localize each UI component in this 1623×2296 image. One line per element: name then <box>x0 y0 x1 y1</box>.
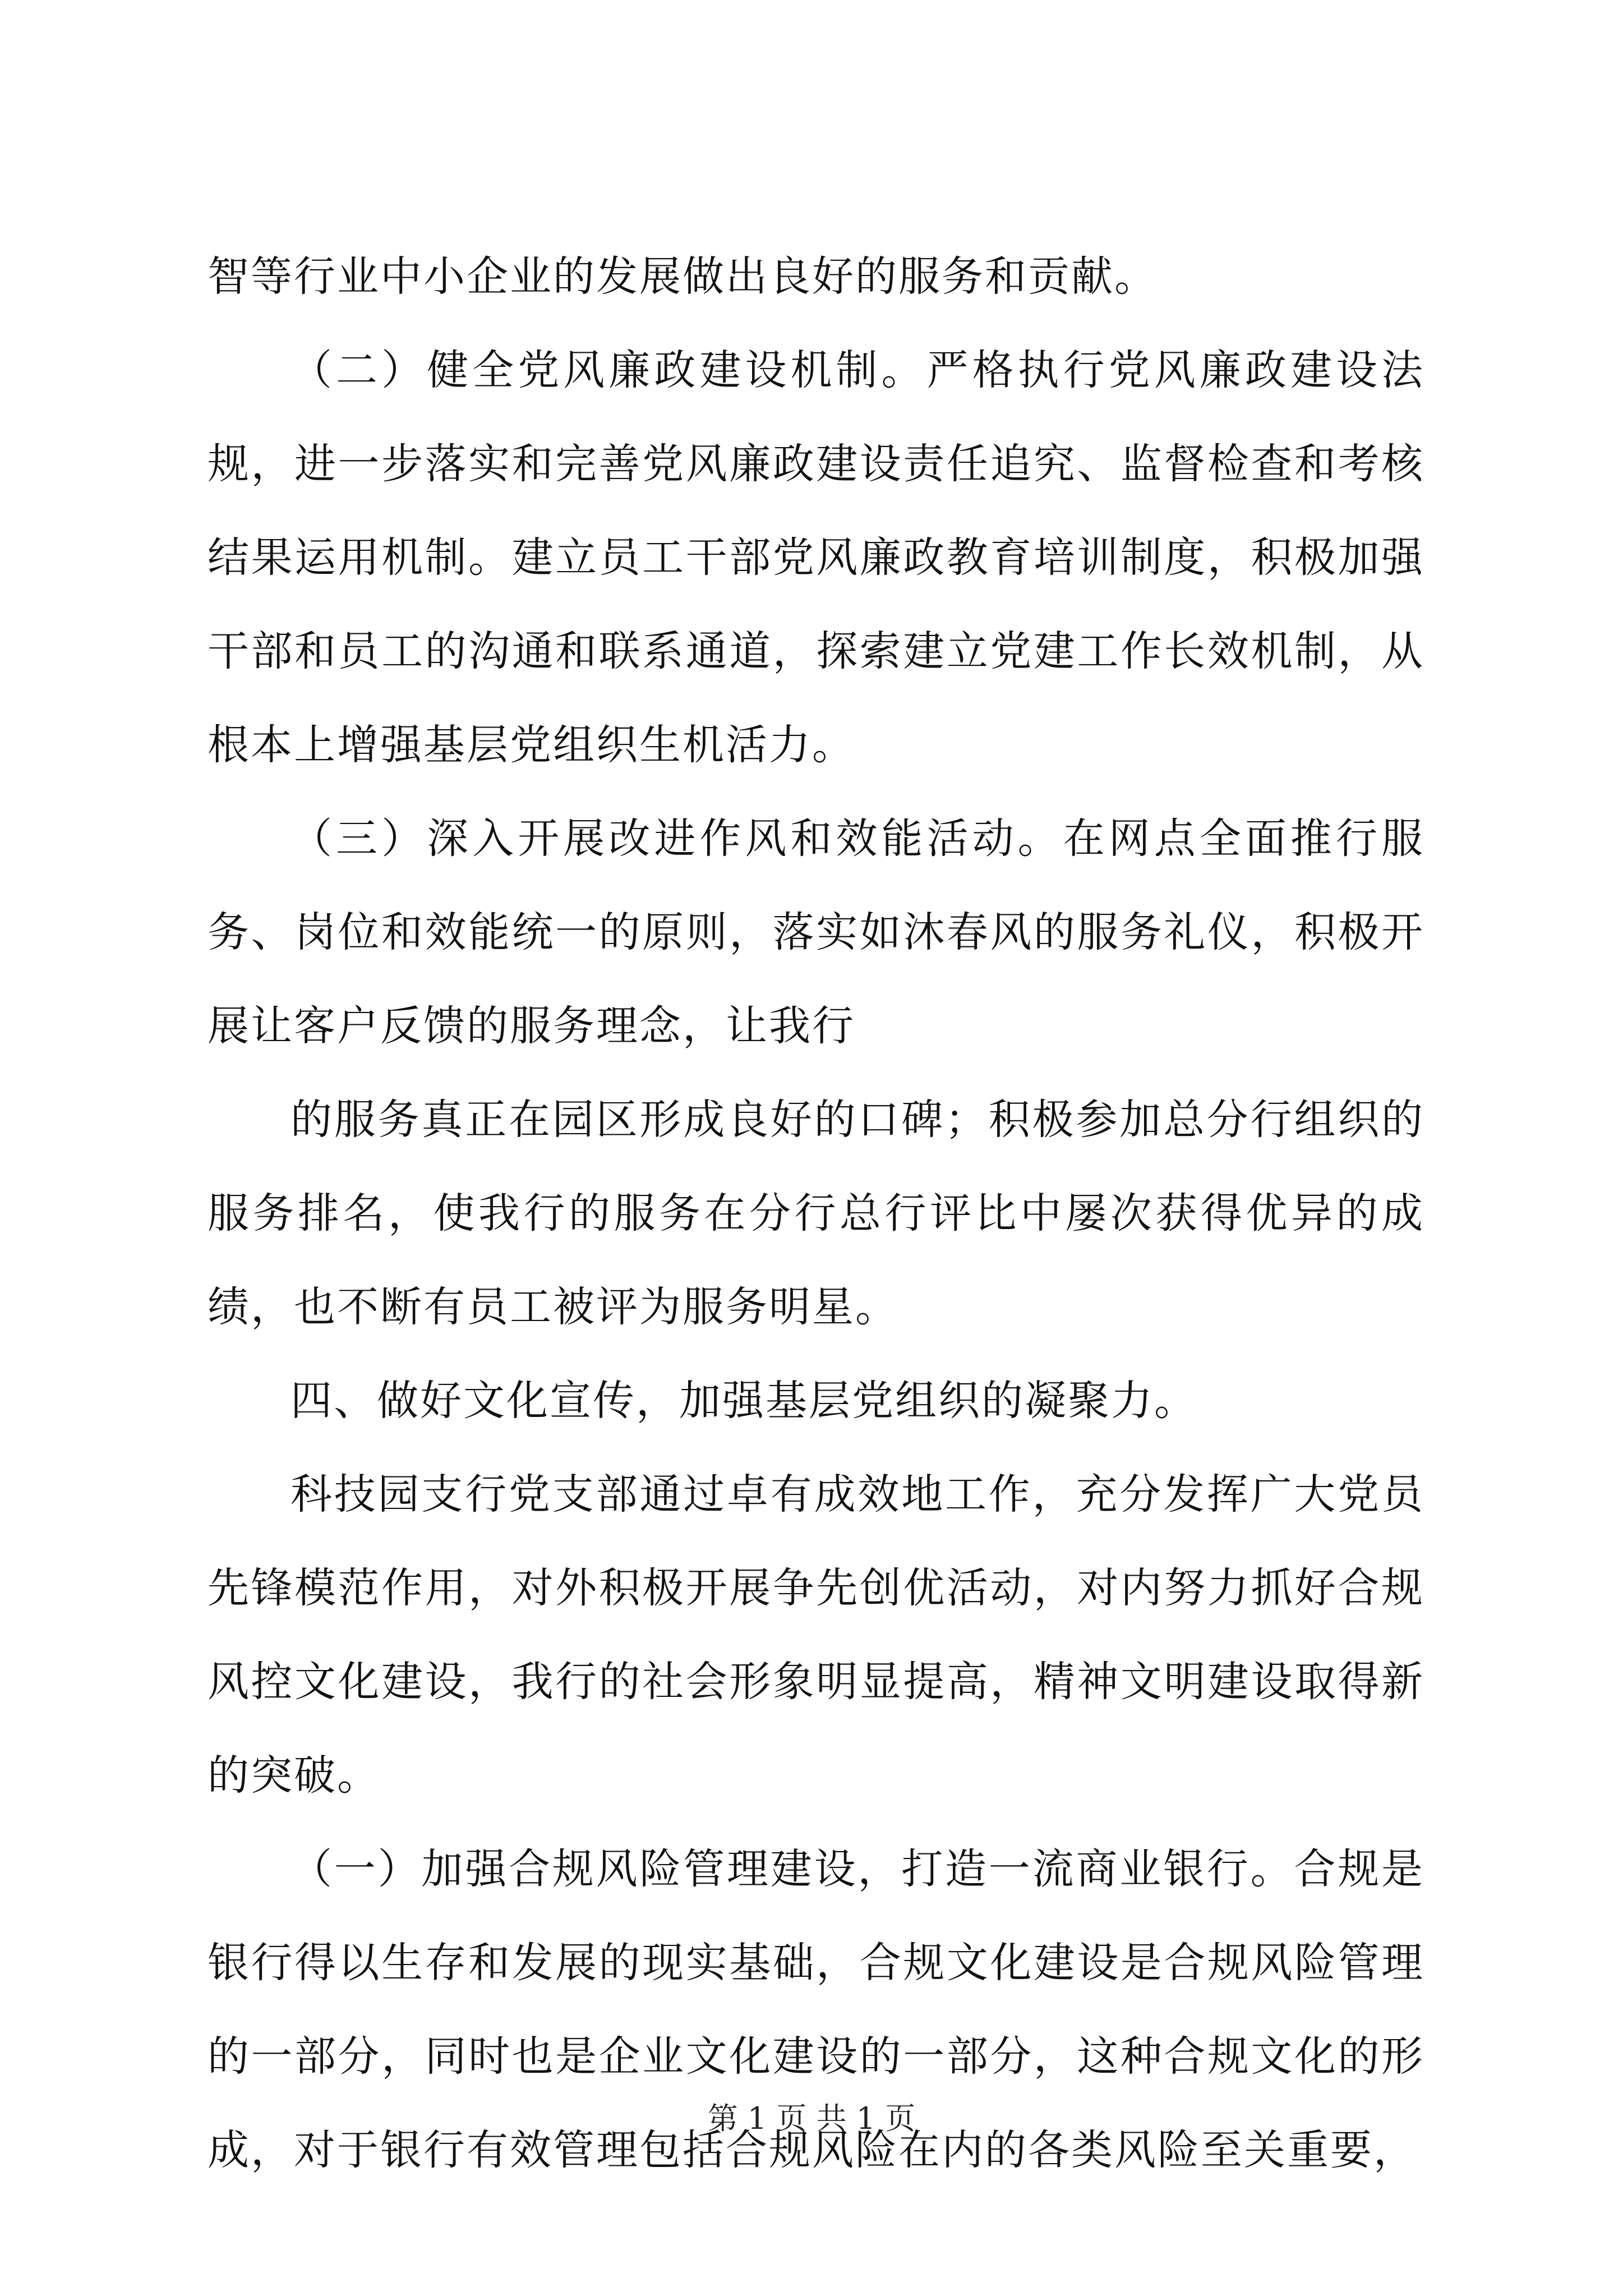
paragraph-branch-party: 科技园支行党支部通过卓有成效地工作，充分发挥广大党员先锋模范作用，对外积极开展争先创优活动，对内努力抓好合规风控文化建设，我行的社会形象明显提高，精神文明建设取得新的突破。 <box>208 1470 1424 1800</box>
section-heading-culture: 四、做好文化宣传，加强基层党组织的凝聚力。 <box>291 1377 1197 1425</box>
paragraph-compliance: （一）加强合规风险管理建设，打造一流商业银行。合规是银行得以生存和发展的现实基础，合规文化建设是合规风险管理的一部分，同时也是企业文化建设的一部分，这种合规文化的形成，对于银行有效管理包括合规风险在内的各类风险至关重要， <box>208 1845 1424 2174</box>
paragraph-work-style: （三）深入开展改进作风和效能活动。在网点全面推行服务、岗位和效能统一的原则，落实如沐春风的服务礼仪，积极开展让客户反馈的服务理念，让我行 <box>208 815 1424 1050</box>
paragraph-service-reputation: 的服务真正在园区形成良好的口碑；积极参加总分行组织的服务排名，使我行的服务在分行总行评比中屡次获得优异的成绩，也不断有员工被评为服务明星。 <box>208 1096 1424 1331</box>
paragraph-continuation: 智等行业中小企业的发展做出良好的服务和贡献。 <box>208 252 1158 301</box>
paragraph-party-conduct: （二）健全党风廉政建设机制。严格执行党风廉政建设法规，进一步落实和完善党风廉政建设责任追究、监督检查和考核结果运用机制。建立员工干部党风廉政教育培训制度，积极加强干部和员工的沟通和联系通道，探索建立党建工作长效机制，从根本上增强基层党组织生机活力。 <box>208 346 1424 769</box>
document-body <box>208 230 1424 2197</box>
page-footer: 第 1 页 共 1 页 <box>707 2101 916 2136</box>
